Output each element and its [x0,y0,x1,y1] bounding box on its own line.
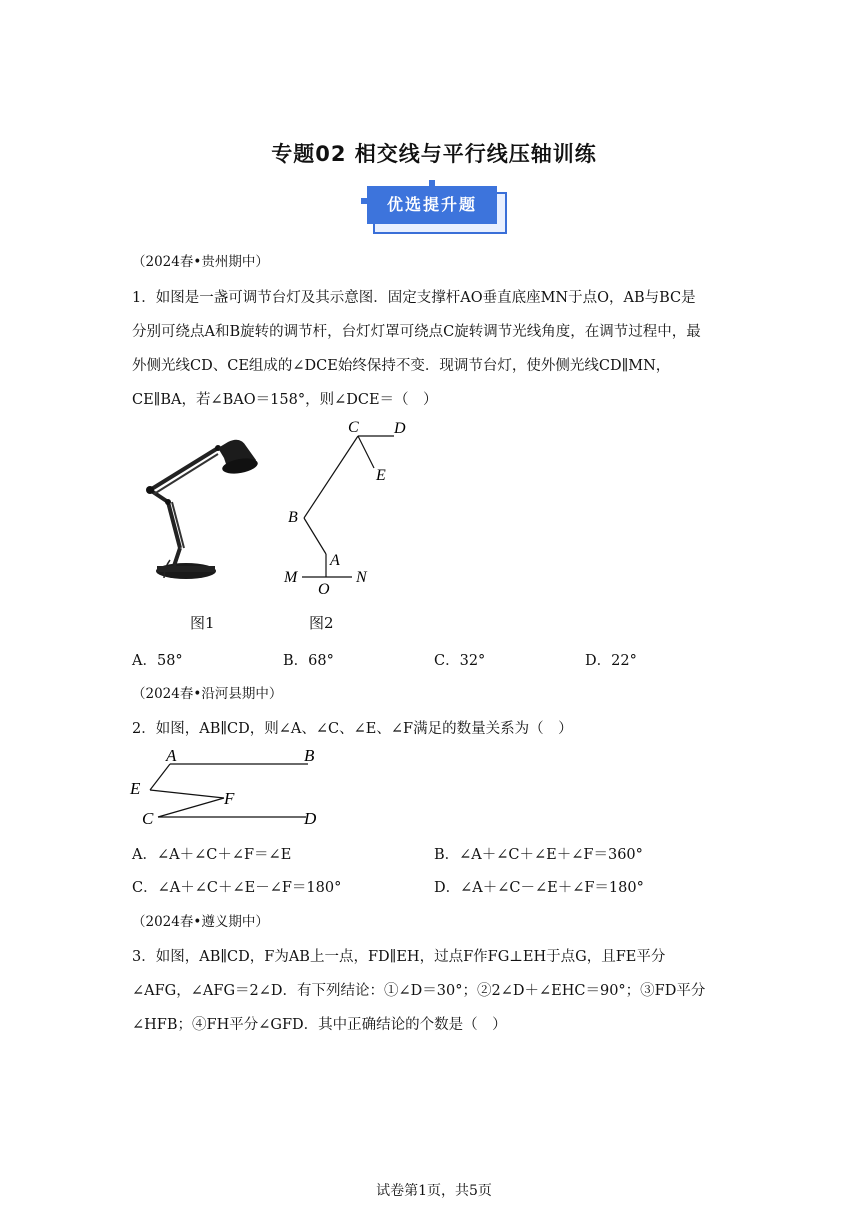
label-E: E [130,779,141,798]
q2-option-c: C．∠A＋∠C＋∠E－∠F＝180° [132,880,342,896]
q2-option-d: D．∠A＋∠C－∠E＋∠F＝180° [434,880,644,896]
label-N: N [356,569,367,586]
q1-line4: CE∥BA，若∠BAO＝158°，则∠DCE＝（ ） [132,392,438,408]
label-D: D [394,420,406,437]
q3-line2: ∠AFG，∠AFG＝2∠D．有下列结论：①∠D＝30°；②2∠D＋∠EHC＝90°；③FD平分 [132,983,706,999]
q1-line1: 1．如图是一盏可调节台灯及其示意图．固定支撑杆AO垂直底座MN于点O，AB与BC是 [132,290,696,306]
label-B: B [304,746,315,765]
label-F: F [224,789,235,808]
fig1-caption: 图1 [190,614,215,632]
desk-lamp-image [128,430,268,590]
q1-option-c: C．32° [434,653,486,669]
lamp-schematic-diagram [278,414,418,604]
q2-source: （2024春•沿河县期中） [132,686,283,702]
badge-label: 优选提升题 [367,186,497,224]
q1-option-b: B．68° [283,653,334,669]
label-E: E [376,467,386,484]
q1-line3: 外侧光线CD、CE组成的∠DCE始终保持不变．现调节台灯，使外侧光线CD∥MN， [132,358,671,374]
q2-option-b: B．∠A＋∠C＋∠E＋∠F＝360° [434,847,643,863]
q1-source: （2024春•贵州期中） [132,254,269,270]
label-A: A [166,746,177,765]
label-D: D [304,809,317,828]
label-C: C [142,809,154,828]
q2-stem: 2．如图，AB∥CD，则∠A、∠C、∠E、∠F满足的数量关系为（ ） [132,721,573,737]
label-B: B [288,509,298,526]
q3-line1: 3．如图，AB∥CD，F为AB上一点，FD∥EH，过点F作FG⊥EH于点G，且FE平分 [132,949,666,965]
label-M: M [284,569,298,586]
fig2-caption: 图2 [309,614,334,632]
q2-option-a: A．∠A＋∠C＋∠F＝∠E [132,847,292,863]
page-footer: 试卷第1页，共5页 [376,1183,492,1199]
q1-line2: 分别可绕点A和B旋转的调节杆，台灯灯罩可绕点C旋转调节光线角度，在调节过程中，最 [132,324,701,340]
label-C: C [348,419,359,436]
section-badge [367,186,503,230]
parallel-lines-diagram [126,742,336,832]
label-A: A [330,552,340,569]
q1-option-d: D．22° [585,653,637,669]
q3-source: （2024春•遵义期中） [132,914,269,930]
label-O: O [318,581,330,598]
q3-line3: ∠HFB；④FH平分∠GFD．其中正确结论的个数是（ ） [132,1017,507,1033]
q1-option-a: A．58° [132,653,183,669]
page-title: 专题02 相交线与平行线压轴训练 [271,142,597,166]
